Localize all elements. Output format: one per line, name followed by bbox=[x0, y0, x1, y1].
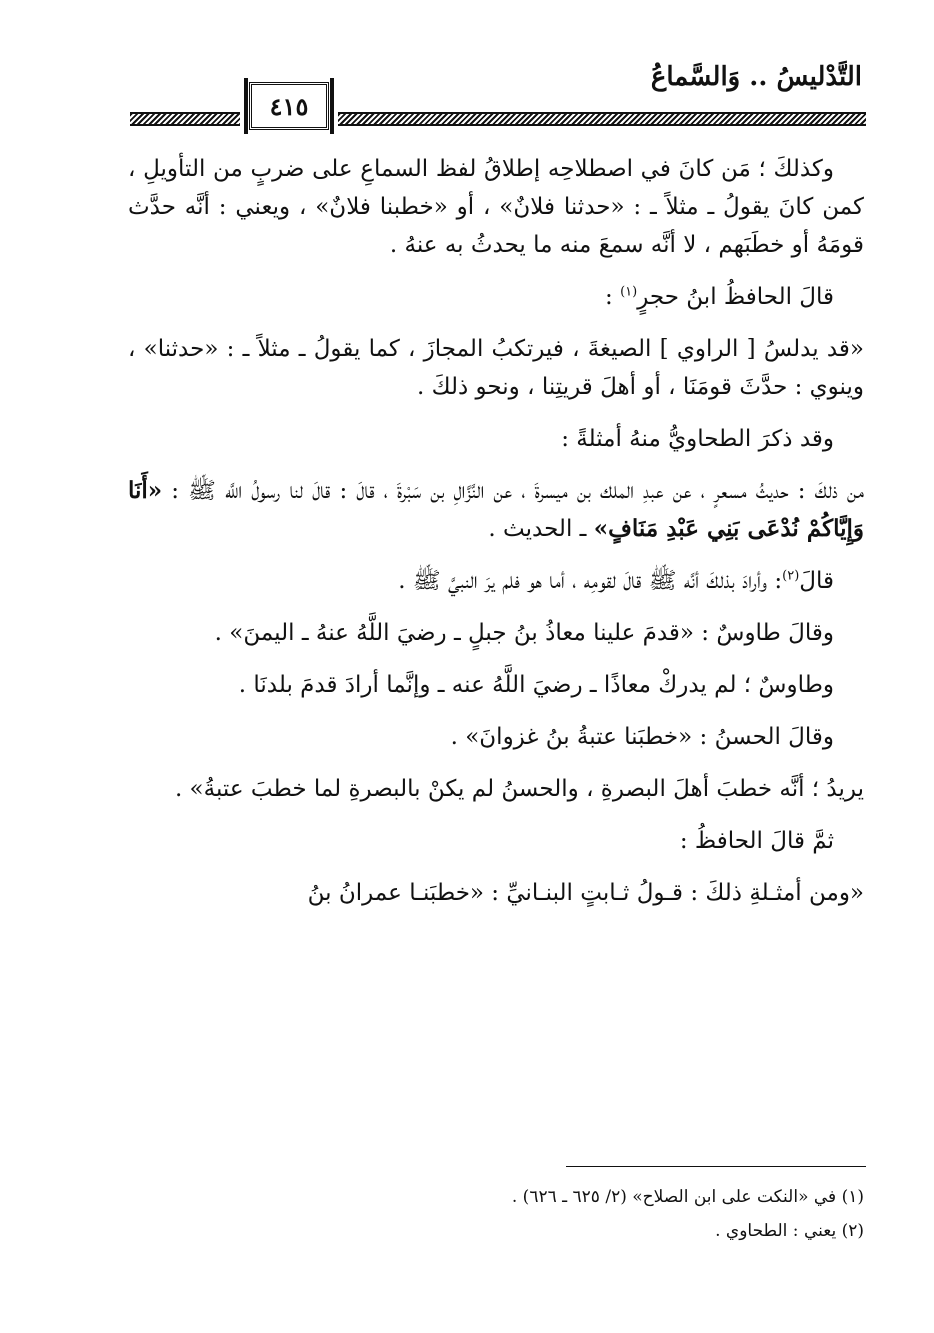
paragraph: وقالَ طاوسٌ : «قدمَ علينا معاذُ بنُ جبلٍ ـ رضيَ اللَّهُ عنهُ ـ اليمنَ» . bbox=[214, 620, 834, 646]
paragraph: قالَ الحافظُ ابنُ حجرٍ$^{(١)}$ : bbox=[605, 284, 834, 310]
footnote-separator bbox=[566, 1166, 866, 1167]
header-rule-right bbox=[338, 112, 866, 126]
paragraph: من ذلكَ : حديثُ مسعرٍ ، عن عبدِ الملك بن ميسرةَ ، عن النَّزَّالِ بن سَبْرةَ ، قالَ : قالَ لنا رسولُ اللَّه ﷺ : «أَنَا وَإِيَّاكُمْ نُدْعَى بَنِي عَبْدِ مَنَافٍ» ـ الحديث . bbox=[128, 477, 864, 542]
paragraph: قالَ$^{(٢)}$: وأرادَ بذلكَ أنَّه ﷺ قالَ لقومِه ، أما هو فلم يرَ النبيَّ ﷺ . bbox=[398, 568, 834, 594]
paragraph: وطاوسٌ ؛ لم يدركْ معاذًا ـ رضيَ اللَّهُ عنه ـ وإنَّما أرادَ قدمَ بلدنَا . bbox=[238, 672, 834, 698]
paragraph: وقالَ الحسنُ : «خطبَنا عتبةُ بنُ غزوانَ» . bbox=[450, 724, 834, 750]
footnote-ref: (١) bbox=[620, 284, 638, 300]
quote-paragraph: «ومن أمثـلةِ ذلكَ : قـولُ ثـابتٍ البنـانيِّ : «خطبَنـا عمرانُ بنُ bbox=[307, 880, 864, 906]
footnote-2: (٢) يعني : الطحاوي . bbox=[715, 1221, 864, 1241]
footnote-ref: (٢) bbox=[782, 568, 800, 584]
paragraph: يريدُ ؛ أنَّه خطبَ أهلَ البصرةِ ، والحسنُ لم يكنْ بالبصرةِ لما خطبَ عتبةُ» . bbox=[174, 776, 864, 802]
header-rule-left bbox=[130, 112, 240, 126]
hadith-quote: «أَنَا وَإِيَّاكُمْ نُدْعَى بَنِي عَبْدِ مَنَافٍ» bbox=[128, 477, 864, 542]
page-number: ٤١٥ bbox=[249, 82, 329, 130]
main-text bbox=[128, 150, 864, 926]
running-title: التَّدْليسُ .. وَالسَّماعُ bbox=[650, 62, 862, 92]
footnotes bbox=[164, 1180, 864, 1248]
paragraph: وكذلكَ ؛ مَن كانَ في اصطلاحِه إطلاقُ لفظ السماعِ على ضربٍ من التأويلِ ، كمن كانَ يقولُ ـ مثلاً ـ : «حدثنا فلانٌ» ، أو «خطبنا فلانٌ» ، ويعني : أنَّه حدَّث قومَهُ أو خطَبَهم ، لا أنَّه سمعَ منه ما يحدثُ به عنهُ . bbox=[128, 156, 864, 258]
footnote-1: (١) في «النكت على ابن الصلاح» (٢/ ٦٢٥ ـ ٦٢٦) . bbox=[511, 1187, 864, 1207]
quote-paragraph: «قد يدلسُ [ الراوي ] الصيغةَ ، فيرتكبُ المجازَ ، كما يقولُ ـ مثلاً ـ : «حدثنا» ، وينوي : حدَّثَ قومَنَا ، أو أهلَ قريتِنا ، ونحو ذلكَ . bbox=[128, 336, 864, 400]
paragraph: ثمَّ قالَ الحافظُ : bbox=[679, 828, 834, 854]
paragraph: وقد ذكرَ الطحاويُّ منهُ أمثلةً : bbox=[561, 426, 834, 452]
